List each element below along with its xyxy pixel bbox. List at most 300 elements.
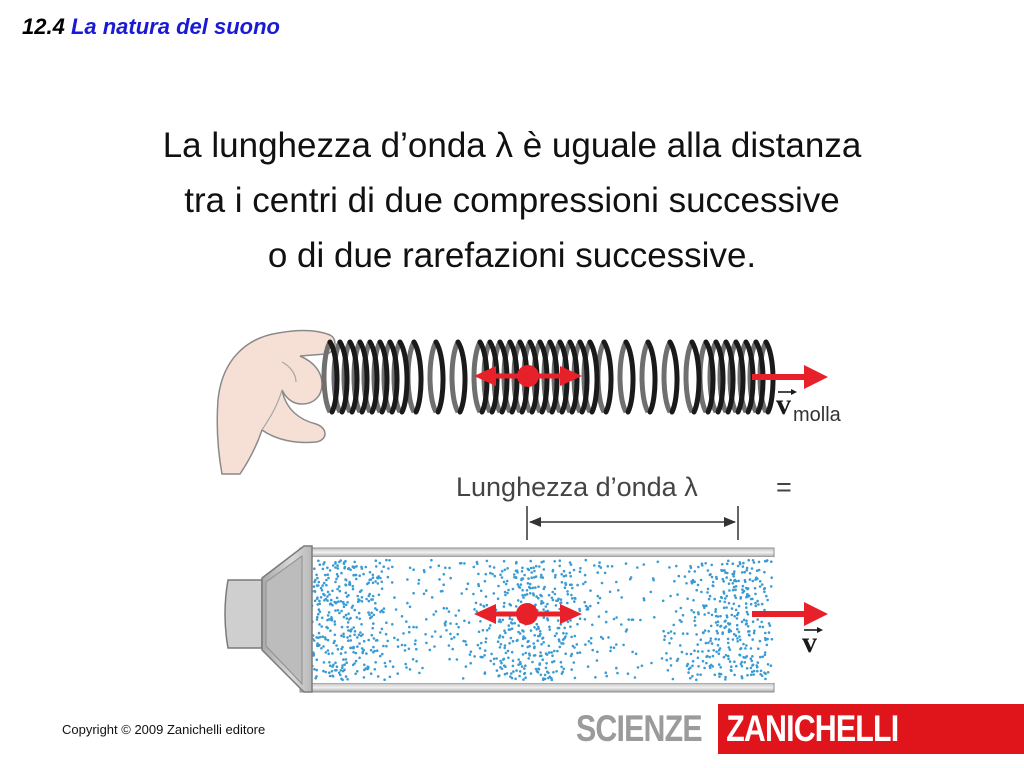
- air-particle: [326, 595, 329, 598]
- air-particle: [562, 642, 565, 645]
- air-particle: [369, 571, 372, 574]
- air-particle: [315, 675, 318, 678]
- air-particle: [556, 650, 559, 653]
- air-particle: [368, 614, 371, 617]
- air-particle: [764, 632, 767, 635]
- air-particle: [688, 570, 691, 573]
- spring-coil-back: [452, 342, 458, 412]
- air-particle: [324, 638, 327, 641]
- air-particle: [557, 598, 560, 601]
- air-particle: [576, 584, 579, 587]
- air-particle: [490, 653, 493, 656]
- air-particle: [771, 638, 774, 641]
- air-particle: [734, 589, 737, 592]
- air-particle: [524, 664, 527, 667]
- air-particle: [557, 619, 560, 622]
- air-particle: [662, 600, 665, 603]
- air-particle: [340, 669, 343, 672]
- air-particle: [512, 640, 515, 643]
- air-particle: [518, 675, 521, 678]
- air-particle: [534, 586, 537, 589]
- air-particle: [521, 567, 524, 570]
- air-particle: [368, 600, 371, 603]
- air-particle: [318, 581, 321, 584]
- air-particle: [503, 647, 506, 650]
- air-particle: [333, 620, 336, 623]
- air-particle: [703, 667, 706, 670]
- air-particle: [381, 653, 384, 656]
- hand-illustration: [217, 331, 335, 474]
- air-particle: [517, 624, 520, 627]
- air-particle: [488, 627, 491, 630]
- air-particle: [533, 626, 536, 629]
- air-particle: [501, 668, 504, 671]
- air-particle: [669, 657, 672, 660]
- air-particle: [563, 570, 566, 573]
- air-particle: [722, 569, 725, 572]
- air-particle: [460, 562, 463, 565]
- air-particle: [761, 603, 764, 606]
- spring-coil-front: [458, 342, 465, 412]
- air-particle: [589, 605, 592, 608]
- air-particle: [702, 631, 705, 634]
- air-particle: [364, 667, 367, 670]
- air-particle: [757, 647, 760, 650]
- air-particle: [676, 659, 679, 662]
- spring-coil-front: [414, 342, 421, 412]
- air-particle: [751, 638, 754, 641]
- air-particle: [500, 643, 503, 646]
- air-particle: [524, 652, 527, 655]
- body-line-3: o di due rarefazioni successive.: [267, 236, 757, 275]
- air-particle: [700, 591, 703, 594]
- air-particle: [353, 634, 356, 637]
- air-particle: [502, 636, 505, 639]
- air-particle: [415, 626, 418, 629]
- air-particle: [736, 640, 739, 643]
- air-particle: [321, 584, 324, 587]
- air-particle: [689, 677, 692, 680]
- air-particle: [726, 563, 729, 566]
- air-particle: [334, 669, 337, 672]
- air-particle: [588, 640, 591, 643]
- air-particle: [406, 578, 409, 581]
- air-particle: [750, 603, 753, 606]
- air-particle: [506, 592, 509, 595]
- air-particle: [690, 609, 693, 612]
- air-particle: [715, 608, 718, 611]
- air-particle: [555, 599, 558, 602]
- air-particle: [597, 602, 600, 605]
- air-particle: [740, 663, 743, 666]
- air-particle: [564, 635, 567, 638]
- spring-coil-back: [430, 342, 436, 412]
- air-particle: [494, 575, 497, 578]
- air-particle: [599, 597, 602, 600]
- air-particle: [730, 669, 733, 672]
- air-particle: [331, 604, 334, 607]
- air-particle: [715, 615, 718, 618]
- air-particle: [319, 563, 322, 566]
- air-particle: [484, 649, 487, 652]
- air-particle: [320, 625, 323, 628]
- air-particle: [379, 631, 382, 634]
- air-particle: [353, 561, 356, 564]
- air-particle: [451, 648, 454, 651]
- air-particle: [719, 600, 722, 603]
- air-particle: [609, 650, 612, 653]
- air-particle: [764, 639, 767, 642]
- air-particle: [352, 651, 355, 654]
- air-particle: [535, 565, 538, 568]
- scienze-logo: SCIENZE: [576, 708, 702, 749]
- air-particle: [697, 665, 700, 668]
- air-particle: [745, 620, 748, 623]
- air-particle: [352, 605, 355, 608]
- air-particle: [539, 630, 542, 633]
- air-particle: [724, 620, 727, 623]
- air-particle: [670, 630, 673, 633]
- air-particle: [316, 658, 319, 661]
- air-particle: [752, 673, 755, 676]
- air-particle: [569, 575, 572, 578]
- air-particle: [516, 640, 519, 643]
- air-particle: [401, 644, 404, 647]
- air-particle: [356, 645, 359, 648]
- air-particle: [723, 592, 726, 595]
- air-particle: [745, 606, 748, 609]
- air-particle: [423, 569, 426, 572]
- air-particle: [508, 617, 511, 620]
- air-particle: [429, 566, 432, 569]
- air-particle: [574, 635, 577, 638]
- air-particle: [745, 602, 748, 605]
- air-particle: [383, 607, 386, 610]
- air-particle: [584, 618, 587, 621]
- air-particle: [408, 631, 411, 634]
- air-particle: [721, 563, 724, 566]
- air-particle: [520, 583, 523, 586]
- air-particle: [355, 578, 358, 581]
- air-particle: [742, 562, 745, 565]
- air-particle: [548, 626, 551, 629]
- air-particle: [579, 570, 582, 573]
- air-particle: [736, 637, 739, 640]
- air-particle: [540, 561, 543, 564]
- air-particle: [370, 649, 373, 652]
- air-particle: [761, 675, 764, 678]
- air-particle: [361, 567, 364, 570]
- air-particle: [579, 567, 582, 570]
- air-particle: [764, 678, 767, 681]
- air-particle: [520, 579, 523, 582]
- air-particle: [576, 623, 579, 626]
- air-particle: [552, 599, 555, 602]
- air-particle: [387, 576, 390, 579]
- air-particle: [489, 565, 492, 568]
- air-particle: [689, 667, 692, 670]
- air-particle: [371, 634, 374, 637]
- air-particle: [372, 622, 375, 625]
- air-particle: [551, 654, 554, 657]
- air-particle: [725, 576, 728, 579]
- air-particle: [597, 595, 600, 598]
- air-particle: [463, 562, 466, 565]
- air-particle: [558, 565, 561, 568]
- air-particle: [327, 614, 330, 617]
- air-particle: [532, 594, 535, 597]
- air-particle: [376, 649, 379, 652]
- air-particle: [408, 626, 411, 629]
- air-particle: [725, 606, 728, 609]
- air-particle: [343, 562, 346, 565]
- air-particle: [470, 650, 473, 653]
- air-particle: [670, 637, 673, 640]
- air-particle: [463, 620, 466, 623]
- air-particle: [711, 576, 714, 579]
- air-particle: [456, 658, 459, 661]
- air-particle: [446, 607, 449, 610]
- air-particle: [347, 594, 350, 597]
- air-particle: [469, 653, 472, 656]
- air-particle: [663, 638, 666, 641]
- air-particle: [519, 670, 522, 673]
- air-particle: [679, 644, 682, 647]
- air-particle: [665, 652, 668, 655]
- air-particle: [567, 593, 570, 596]
- air-particle: [507, 589, 510, 592]
- air-particle: [480, 590, 483, 593]
- air-particle: [404, 644, 407, 647]
- air-particle: [493, 592, 496, 595]
- air-particle: [693, 649, 696, 652]
- air-particle: [547, 672, 550, 675]
- air-particle: [589, 589, 592, 592]
- air-particle: [720, 673, 723, 676]
- air-particle: [582, 583, 585, 586]
- air-particle: [367, 665, 370, 668]
- air-particle: [316, 596, 319, 599]
- air-particle: [347, 621, 350, 624]
- air-particle: [704, 562, 707, 565]
- air-particle: [731, 614, 734, 617]
- air-particle: [415, 648, 418, 651]
- air-particle: [372, 576, 375, 579]
- air-particle: [515, 669, 518, 672]
- air-particle: [382, 565, 385, 568]
- air-particle: [669, 595, 672, 598]
- air-particle: [334, 634, 337, 637]
- air-particle: [332, 564, 335, 567]
- air-particle: [349, 635, 352, 638]
- air-particle: [493, 566, 496, 569]
- air-particle: [328, 671, 331, 674]
- air-particle: [533, 647, 536, 650]
- air-particle: [528, 652, 531, 655]
- air-particle: [699, 673, 702, 676]
- air-particle: [706, 591, 709, 594]
- air-particle: [521, 594, 524, 597]
- body-line-2: tra i centri di due compressioni successive: [184, 181, 840, 220]
- air-particle: [358, 657, 361, 660]
- air-particle: [406, 602, 409, 605]
- air-particle: [571, 653, 574, 656]
- air-particle: [496, 669, 499, 672]
- air-particle: [498, 620, 501, 623]
- air-particle: [383, 678, 386, 681]
- air-particle: [530, 571, 533, 574]
- air-particle: [534, 654, 537, 657]
- air-particle: [718, 649, 721, 652]
- air-particle: [562, 671, 565, 674]
- air-particle: [576, 652, 579, 655]
- air-particle: [389, 676, 392, 679]
- air-particle: [569, 625, 572, 628]
- air-particle: [724, 601, 727, 604]
- air-particle: [676, 593, 679, 596]
- air-particle: [347, 612, 350, 615]
- air-particle: [709, 574, 712, 577]
- air-particle: [359, 590, 362, 593]
- air-particle: [756, 618, 759, 621]
- air-particle: [346, 601, 349, 604]
- air-particle: [531, 661, 534, 664]
- air-particle: [680, 607, 683, 610]
- air-particle: [342, 603, 345, 606]
- air-particle: [337, 648, 340, 651]
- air-particle: [570, 668, 573, 671]
- air-particle: [316, 577, 319, 580]
- air-particle: [346, 636, 349, 639]
- air-particle: [559, 602, 562, 605]
- air-particle: [709, 595, 712, 598]
- air-particle: [754, 593, 757, 596]
- air-particle: [733, 615, 736, 618]
- air-particle: [554, 574, 557, 577]
- air-particle: [478, 631, 481, 634]
- air-particle: [715, 621, 718, 624]
- air-particle: [352, 646, 355, 649]
- air-particle: [513, 573, 516, 576]
- air-particle: [554, 635, 557, 638]
- air-particle: [686, 665, 689, 668]
- air-particle: [570, 583, 573, 586]
- air-particle: [358, 574, 361, 577]
- air-particle: [548, 645, 551, 648]
- air-particle: [533, 634, 536, 637]
- air-particle: [687, 671, 690, 674]
- air-particle: [521, 665, 524, 668]
- air-particle: [746, 611, 749, 614]
- air-particle: [515, 562, 518, 565]
- air-particle: [750, 647, 753, 650]
- air-particle: [573, 661, 576, 664]
- air-particle: [425, 618, 428, 621]
- air-particle: [539, 651, 542, 654]
- air-particle: [705, 662, 708, 665]
- air-particle: [493, 658, 496, 661]
- air-particle: [373, 650, 376, 653]
- air-particle: [339, 590, 342, 593]
- air-particle: [744, 647, 747, 650]
- air-particle: [542, 602, 545, 605]
- air-particle: [341, 679, 344, 682]
- air-particle: [562, 632, 565, 635]
- air-particle: [473, 655, 476, 658]
- air-particle: [314, 579, 317, 582]
- air-particle: [435, 610, 438, 613]
- air-particle: [665, 659, 668, 662]
- air-particle: [635, 653, 638, 656]
- air-particle: [538, 663, 541, 666]
- air-particle: [517, 599, 520, 602]
- air-particle: [596, 659, 599, 662]
- air-particle: [328, 593, 331, 596]
- air-particle: [335, 602, 338, 605]
- air-particle: [738, 605, 741, 608]
- air-particle: [491, 573, 494, 576]
- air-particle: [636, 566, 639, 569]
- air-particle: [708, 598, 711, 601]
- air-particle: [457, 626, 460, 629]
- air-particle: [536, 623, 539, 626]
- air-particle: [746, 667, 749, 670]
- air-particle: [393, 596, 396, 599]
- air-particle: [751, 671, 754, 674]
- air-particle: [353, 662, 356, 665]
- air-particle: [727, 642, 730, 645]
- air-particle: [764, 654, 767, 657]
- air-particle: [353, 566, 356, 569]
- air-particle: [512, 588, 515, 591]
- wavelength-label: Lunghezza d’onda λ: [456, 472, 698, 502]
- air-particle: [667, 669, 670, 672]
- air-particle: [341, 646, 344, 649]
- air-particle: [770, 560, 773, 563]
- wavelength-dimension-line: [527, 506, 738, 540]
- air-particle: [316, 584, 319, 587]
- air-particle: [489, 572, 492, 575]
- air-particle: [345, 675, 348, 678]
- air-particle: [710, 564, 713, 567]
- air-particle: [735, 634, 738, 637]
- air-particle: [482, 605, 485, 608]
- air-particle: [340, 600, 343, 603]
- air-particle: [583, 601, 586, 604]
- air-particle: [343, 669, 346, 672]
- air-particle: [596, 651, 599, 654]
- air-particle: [536, 639, 539, 642]
- air-particle: [750, 667, 753, 670]
- air-particle: [378, 594, 381, 597]
- air-particle: [715, 577, 718, 580]
- air-particle: [766, 559, 769, 562]
- air-particle: [374, 580, 377, 583]
- spring-coil-back: [686, 342, 692, 412]
- air-particle: [340, 634, 343, 637]
- air-particle: [350, 628, 353, 631]
- air-particle: [756, 664, 759, 667]
- air-particle: [571, 597, 574, 600]
- air-particle: [486, 604, 489, 607]
- air-particle: [758, 561, 761, 564]
- air-particle: [356, 616, 359, 619]
- air-particle: [713, 598, 716, 601]
- air-particle: [501, 576, 504, 579]
- air-particle: [404, 663, 407, 666]
- air-particle: [743, 571, 746, 574]
- air-particle: [472, 593, 475, 596]
